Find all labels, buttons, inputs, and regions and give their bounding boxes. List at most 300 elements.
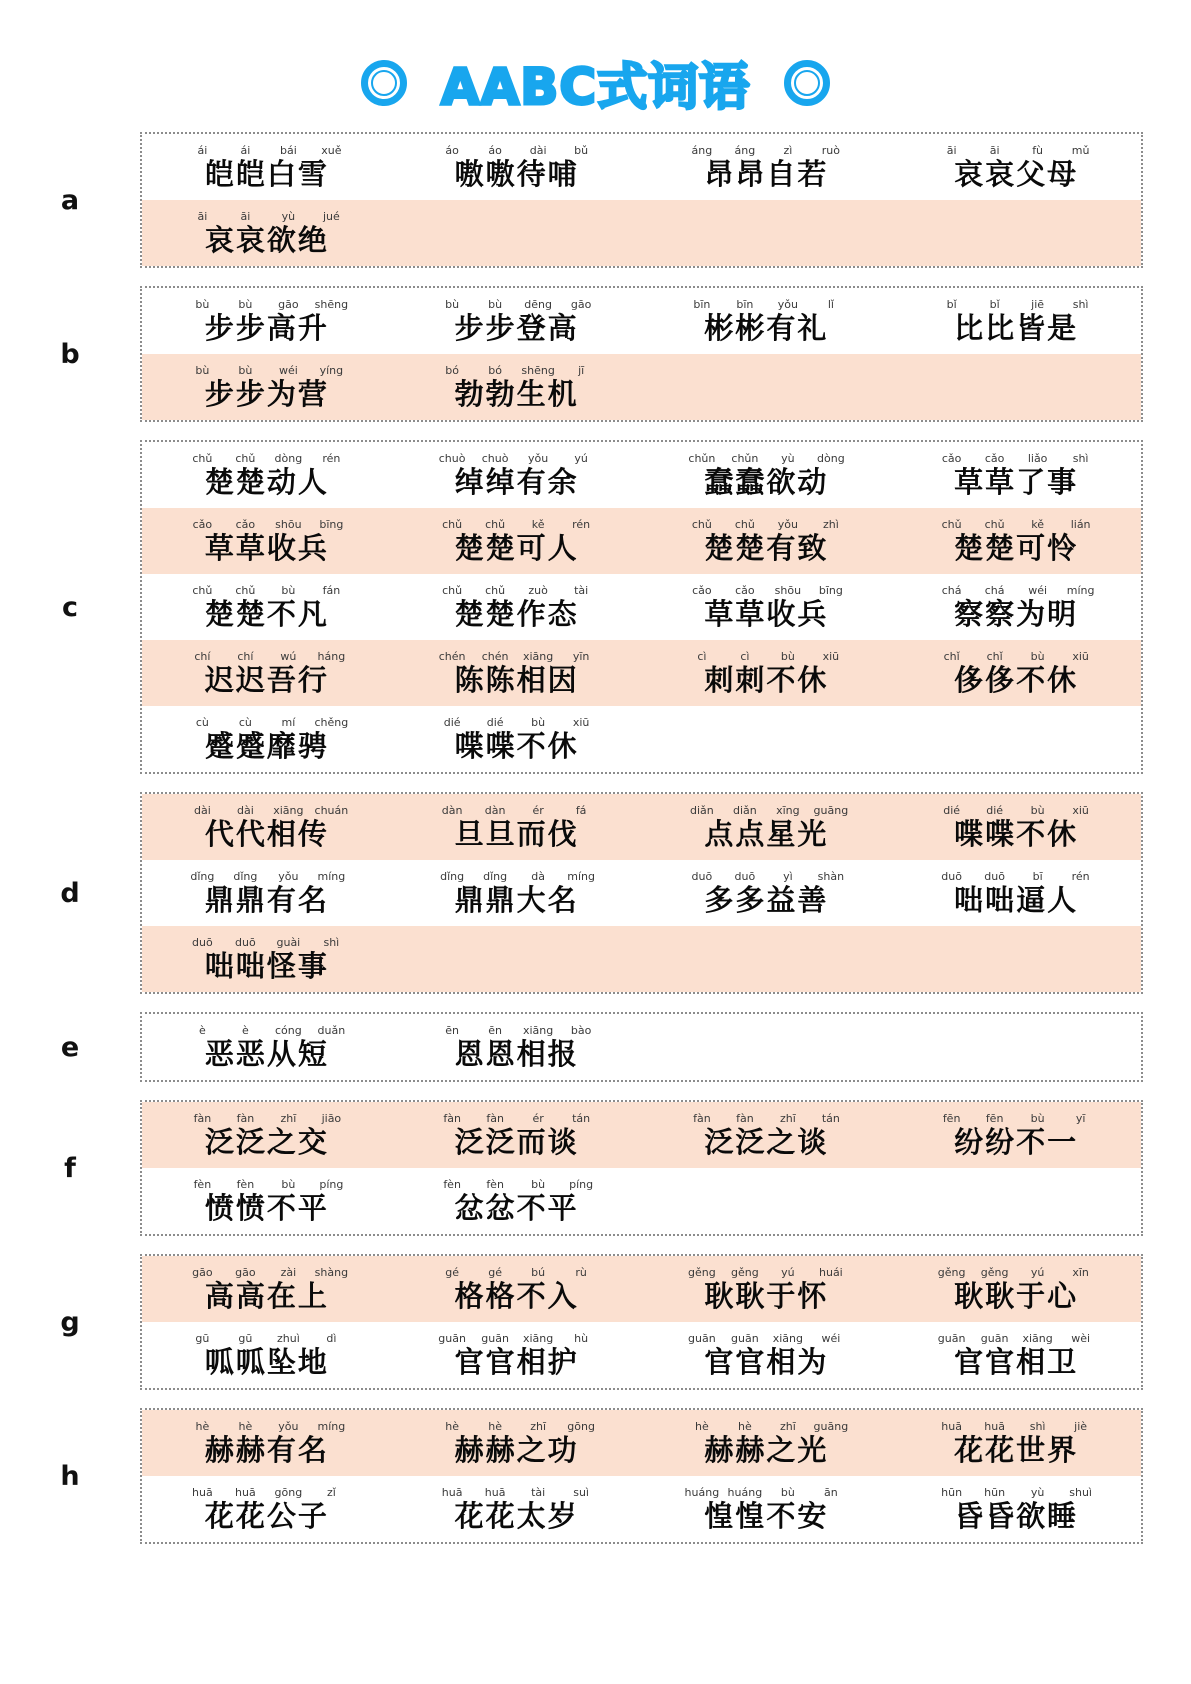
pinyin-syllable: mí <box>281 716 296 730</box>
idiom-cell <box>142 200 392 266</box>
pinyin-syllable: guān <box>980 1332 1009 1346</box>
pinyin-line <box>431 453 603 465</box>
pinyin-syllable: yǒu <box>777 518 798 532</box>
pinyin-syllable: tài <box>531 1486 546 1500</box>
section-box-e <box>140 1012 1143 1082</box>
pinyin-line <box>680 585 852 597</box>
pinyin-line <box>930 1267 1102 1279</box>
pinyin-syllable: yù <box>281 210 296 224</box>
pinyin-syllable: gū <box>195 1332 210 1346</box>
pinyin-syllable: rù <box>575 1266 587 1280</box>
pinyin-syllable: bù <box>281 584 296 598</box>
pinyin-syllable: bī <box>1032 870 1043 884</box>
section-g <box>0 1254 1191 1390</box>
pinyin-syllable: tán <box>572 1112 591 1126</box>
section-letter-b: b <box>60 338 80 370</box>
idiom-hanzi: 楚楚不凡 <box>204 597 329 632</box>
pinyin-syllable: jiē <box>1031 298 1045 312</box>
pinyin-syllable: xuě <box>321 144 342 158</box>
pinyin-syllable: xiāng <box>522 1332 554 1346</box>
pinyin-syllable: shōu <box>275 518 302 532</box>
pinyin-syllable: cì <box>740 650 750 664</box>
pinyin-syllable: ruò <box>821 144 840 158</box>
idiom-cell <box>142 1102 392 1168</box>
pinyin-syllable: dié <box>943 804 961 818</box>
pinyin-syllable: bù <box>488 298 503 312</box>
pinyin-syllable: rén <box>572 518 591 532</box>
pinyin-syllable: gāo <box>192 1266 213 1280</box>
section-box-g <box>140 1254 1143 1390</box>
pinyin-syllable: gōng <box>274 1486 303 1500</box>
pinyin-syllable: bīn <box>693 298 711 312</box>
pinyin-line <box>181 585 353 597</box>
pinyin-syllable: shēng <box>314 298 349 312</box>
pinyin-syllable: míng <box>1066 584 1095 598</box>
idiom-cell <box>392 442 642 508</box>
idiom-cell <box>392 1322 642 1388</box>
idiom-cell <box>891 442 1141 508</box>
idiom-cell <box>142 508 392 574</box>
idiom-row <box>142 1014 1141 1080</box>
pinyin-syllable: píng <box>319 1178 344 1192</box>
idiom-hanzi: 赫赫之光 <box>704 1433 829 1468</box>
pinyin-line <box>930 1333 1102 1345</box>
pinyin-syllable: shēng <box>521 364 555 378</box>
idiom-hanzi: 比比皆是 <box>954 311 1079 346</box>
pinyin-syllable: wéi <box>1028 584 1048 598</box>
section-b <box>0 286 1191 422</box>
pinyin-line <box>181 1267 353 1279</box>
pinyin-syllable: jué <box>322 210 340 224</box>
idiom-hanzi: 步步高升 <box>204 311 329 346</box>
pinyin-syllable: áng <box>734 144 756 158</box>
pinyin-syllable: yú <box>1030 1266 1045 1280</box>
section-box-d <box>140 792 1143 994</box>
idiom-row <box>142 860 1141 926</box>
pinyin-syllable: wéi <box>821 1332 841 1346</box>
idiom-hanzi: 咄咄怪事 <box>204 949 329 984</box>
pinyin-syllable: āi <box>197 210 208 224</box>
pinyin-syllable: huā <box>941 1420 962 1434</box>
idiom-cell <box>142 442 392 508</box>
idiom-cell <box>642 860 892 926</box>
pinyin-syllable: xīng <box>776 804 800 818</box>
pinyin-syllable: cǎo <box>692 584 712 598</box>
pinyin-line <box>431 1179 603 1191</box>
idiom-row <box>142 794 1141 860</box>
pinyin-syllable: xiū <box>1072 804 1089 818</box>
pinyin-syllable: kě <box>1031 518 1044 532</box>
idiom-cell <box>142 1168 392 1234</box>
idiom-hanzi: 昂昂自若 <box>704 157 829 192</box>
pinyin-syllable: áo <box>488 144 502 158</box>
pinyin-syllable: chǔ <box>442 584 463 598</box>
pinyin-syllable: zhì <box>822 518 839 532</box>
idiom-hanzi: 恶恶从短 <box>204 1037 329 1072</box>
idiom-cell <box>392 1168 642 1234</box>
pinyin-syllable: xiāng <box>522 1024 554 1038</box>
idiom-hanzi: 花花太岁 <box>454 1499 579 1534</box>
pinyin-syllable: cǎo <box>235 518 256 532</box>
pinyin-syllable: gōng <box>567 1420 595 1434</box>
circle-ring-icon-right <box>784 60 830 106</box>
pinyin-syllable: shì <box>1072 298 1089 312</box>
pinyin-line <box>930 145 1102 157</box>
pinyin-syllable: xiāng <box>522 650 554 664</box>
pinyin-syllable: chǔ <box>192 452 213 466</box>
idiom-hanzi: 陈陈相因 <box>454 663 579 698</box>
pinyin-syllable: guān <box>438 1332 466 1346</box>
pinyin-line <box>181 145 353 157</box>
pinyin-syllable: duō <box>941 870 962 884</box>
idiom-hanzi: 蹙蹙靡骋 <box>204 729 329 764</box>
pinyin-syllable: fēn <box>942 1112 961 1126</box>
pinyin-syllable: mǔ <box>1071 144 1090 158</box>
pinyin-syllable: ēn <box>488 1024 502 1038</box>
pinyin-syllable: zǐ <box>326 1486 336 1500</box>
idiom-hanzi: 绰绰有余 <box>454 465 579 500</box>
idiom-hanzi: 鼎鼎大名 <box>454 883 579 918</box>
pinyin-syllable: āi <box>240 210 251 224</box>
pinyin-line <box>181 937 353 949</box>
pinyin-syllable: shàn <box>817 870 845 884</box>
pinyin-line <box>181 211 353 223</box>
pinyin-syllable: bù <box>1030 650 1045 664</box>
pinyin-syllable: bǐ <box>946 298 957 312</box>
idiom-cell <box>642 442 892 508</box>
pinyin-syllable: gū <box>238 1332 253 1346</box>
pinyin-syllable: zhī <box>779 1420 796 1434</box>
pinyin-syllable: kě <box>531 518 545 532</box>
idiom-cell <box>142 1410 392 1476</box>
pinyin-syllable: tán <box>821 1112 840 1126</box>
idiom-cell <box>642 288 892 354</box>
pinyin-syllable: bù <box>238 298 253 312</box>
section-letter-h: h <box>60 1460 80 1492</box>
idiom-hanzi: 花花公子 <box>204 1499 329 1534</box>
pinyin-syllable: yù <box>781 452 795 466</box>
pinyin-line <box>431 1025 603 1037</box>
idiom-row <box>142 508 1141 574</box>
pinyin-syllable: bó <box>445 364 459 378</box>
idiom-cell <box>142 794 392 860</box>
pinyin-syllable: háng <box>317 650 346 664</box>
pinyin-syllable: dài <box>236 804 254 818</box>
pinyin-syllable: fàn <box>486 1112 504 1126</box>
idiom-hanzi: 多多益善 <box>704 883 829 918</box>
pinyin-line <box>930 651 1102 663</box>
pinyin-line <box>431 1333 603 1345</box>
idiom-hanzi: 纷纷不一 <box>954 1125 1079 1160</box>
pinyin-syllable: fèn <box>236 1178 255 1192</box>
pinyin-syllable: bù <box>780 650 795 664</box>
idiom-hanzi: 草草收兵 <box>704 597 829 632</box>
pinyin-syllable: bù <box>780 1486 795 1500</box>
pinyin-syllable: āi <box>989 144 1000 158</box>
pinyin-line <box>431 585 603 597</box>
pinyin-syllable: yǒu <box>528 452 549 466</box>
pinyin-syllable: rén <box>322 452 341 466</box>
idiom-cell <box>142 574 392 640</box>
idiom-cell <box>392 640 642 706</box>
pinyin-line <box>431 1421 603 1433</box>
pinyin-syllable: chuò <box>481 452 509 466</box>
pinyin-syllable: bīng <box>319 518 344 532</box>
idiom-cell <box>642 574 892 640</box>
pinyin-line <box>680 1113 852 1125</box>
pinyin-syllable: guāng <box>813 1420 849 1434</box>
idiom-cell <box>392 1014 642 1080</box>
pinyin-syllable: chuán <box>314 804 349 818</box>
idiom-hanzi: 楚楚有致 <box>704 531 829 566</box>
pinyin-line <box>680 1267 852 1279</box>
idiom-hanzi: 察察为明 <box>954 597 1079 632</box>
pinyin-line <box>930 871 1102 883</box>
idiom-cell <box>142 860 392 926</box>
pinyin-syllable: shì <box>1029 1420 1046 1434</box>
idiom-cell <box>392 354 642 420</box>
pinyin-line <box>930 1487 1102 1499</box>
pinyin-syllable: huā <box>484 1486 506 1500</box>
idiom-cell <box>142 1322 392 1388</box>
pinyin-syllable: fán <box>322 584 341 598</box>
pinyin-syllable: huái <box>819 1266 843 1280</box>
pinyin-syllable: shì <box>323 936 340 950</box>
idiom-cell <box>891 134 1141 200</box>
pinyin-syllable: bù <box>238 364 253 378</box>
idiom-cell <box>891 640 1141 706</box>
idiom-cell <box>142 640 392 706</box>
pinyin-syllable: chǔ <box>442 518 463 532</box>
pinyin-syllable: chǔ <box>485 584 506 598</box>
pinyin-syllable: huáng <box>684 1486 720 1500</box>
pinyin-syllable: chá <box>941 584 962 598</box>
idiom-hanzi: 侈侈不休 <box>954 663 1079 698</box>
idiom-row <box>142 442 1141 508</box>
idiom-row <box>142 134 1141 200</box>
pinyin-syllable: hè <box>238 1420 253 1434</box>
pinyin-syllable: gěng <box>937 1266 966 1280</box>
pinyin-syllable: gé <box>488 1266 502 1280</box>
pinyin-line <box>181 871 353 883</box>
pinyin-syllable: dàn <box>441 804 463 818</box>
pinyin-syllable: jiāo <box>321 1112 342 1126</box>
pinyin-syllable: gāo <box>570 298 592 312</box>
section-letter-f: f <box>64 1152 76 1184</box>
idiom-sections <box>0 132 1191 1544</box>
idiom-hanzi: 昏昏欲睡 <box>954 1499 1079 1534</box>
idiom-hanzi: 旦旦而伐 <box>454 817 579 852</box>
pinyin-syllable: shàng <box>314 1266 349 1280</box>
pinyin-syllable: bù <box>1030 1112 1045 1126</box>
pinyin-line <box>930 1113 1102 1125</box>
idiom-row <box>142 706 1141 772</box>
pinyin-syllable: gěng <box>731 1266 759 1280</box>
pinyin-syllable: guān <box>481 1332 509 1346</box>
idiom-cell <box>142 1476 392 1542</box>
pinyin-syllable: fèn <box>443 1178 461 1192</box>
pinyin-syllable: hè <box>488 1420 502 1434</box>
pinyin-syllable: è <box>198 1024 206 1038</box>
pinyin-syllable: hè <box>195 1420 210 1434</box>
idiom-hanzi: 忿忿不平 <box>454 1191 579 1226</box>
idiom-hanzi: 勃勃生机 <box>454 377 579 412</box>
pinyin-line <box>181 805 353 817</box>
idiom-hanzi: 泛泛而谈 <box>454 1125 579 1160</box>
pinyin-syllable: wèi <box>1071 1332 1091 1346</box>
idiom-hanzi: 恩恩相报 <box>454 1037 579 1072</box>
pinyin-syllable: tài <box>574 584 589 598</box>
idiom-cell <box>891 1102 1141 1168</box>
pinyin-syllable: bù <box>281 1178 296 1192</box>
pinyin-syllable: xiāng <box>273 804 304 818</box>
pinyin-syllable: hè <box>695 1420 709 1434</box>
pinyin-syllable: huā <box>235 1486 256 1500</box>
pinyin-syllable: duǎn <box>317 1024 346 1038</box>
pinyin-syllable: fàn <box>193 1112 212 1126</box>
pinyin-syllable: ān <box>824 1486 838 1500</box>
section-e <box>0 1012 1191 1082</box>
idiom-cell <box>142 1014 392 1080</box>
pinyin-syllable: xiū <box>1072 650 1089 664</box>
pinyin-syllable: ái <box>197 144 208 158</box>
idiom-hanzi: 官官相卫 <box>954 1345 1079 1380</box>
pinyin-line <box>181 1421 353 1433</box>
section-h <box>0 1408 1191 1544</box>
pinyin-syllable: bù <box>531 716 546 730</box>
idiom-cell <box>891 288 1141 354</box>
pinyin-syllable: bīn <box>736 298 754 312</box>
pinyin-syllable: jī <box>578 364 585 378</box>
pinyin-syllable: fàn <box>736 1112 754 1126</box>
pinyin-line <box>930 453 1102 465</box>
idiom-cell <box>392 1476 642 1542</box>
idiom-cell <box>642 1256 892 1322</box>
pinyin-syllable: huā <box>192 1486 213 1500</box>
pinyin-line <box>680 1421 852 1433</box>
pinyin-syllable: yíng <box>319 364 344 378</box>
pinyin-syllable: bù <box>195 364 210 378</box>
idiom-hanzi: 愤愤不平 <box>204 1191 329 1226</box>
pinyin-syllable: chí <box>194 650 211 664</box>
pinyin-syllable: fàn <box>693 1112 711 1126</box>
pinyin-syllable: dǐng <box>233 870 258 884</box>
pinyin-syllable: bù <box>531 1178 546 1192</box>
pinyin-syllable: cóng <box>275 1024 302 1038</box>
idiom-hanzi: 楚楚可怜 <box>954 531 1079 566</box>
pinyin-syllable: dǐng <box>440 870 465 884</box>
pinyin-syllable: duō <box>734 870 756 884</box>
pinyin-syllable: guài <box>276 936 301 950</box>
pinyin-syllable: cǎo <box>735 584 755 598</box>
pinyin-line <box>431 519 603 531</box>
pinyin-syllable: míng <box>567 870 595 884</box>
pinyin-syllable: yǒu <box>278 1420 299 1434</box>
pinyin-syllable: yīn <box>572 650 590 664</box>
pinyin-syllable: dòng <box>274 452 303 466</box>
pinyin-syllable: cì <box>697 650 707 664</box>
pinyin-syllable: chěng <box>314 716 349 730</box>
pinyin-syllable: chǔn <box>688 452 716 466</box>
pinyin-syllable: yú <box>574 452 588 466</box>
pinyin-line <box>431 1487 603 1499</box>
idiom-hanzi: 哀哀欲绝 <box>204 223 329 258</box>
pinyin-syllable: chǔ <box>984 518 1005 532</box>
pinyin-syllable: zuò <box>528 584 548 598</box>
pinyin-line <box>431 805 603 817</box>
idiom-row <box>142 1102 1141 1168</box>
pinyin-syllable: bú <box>531 1266 546 1280</box>
pinyin-syllable: gěng <box>688 1266 716 1280</box>
idiom-hanzi: 代代相传 <box>204 817 329 852</box>
idiom-hanzi: 高高在上 <box>204 1279 329 1314</box>
pinyin-line <box>181 365 353 377</box>
pinyin-syllable: huáng <box>727 1486 763 1500</box>
pinyin-syllable: duō <box>192 936 213 950</box>
pinyin-line <box>680 651 852 663</box>
pinyin-syllable: dì <box>326 1332 337 1346</box>
idiom-hanzi: 步步为营 <box>204 377 329 412</box>
pinyin-syllable: yú <box>781 1266 795 1280</box>
idiom-row <box>142 574 1141 640</box>
section-a <box>0 132 1191 268</box>
pinyin-syllable: fá <box>575 804 587 818</box>
pinyin-syllable: yǒu <box>278 870 299 884</box>
pinyin-line <box>680 871 852 883</box>
pinyin-syllable: zì <box>783 144 793 158</box>
idiom-cell <box>392 860 642 926</box>
pinyin-syllable: ēn <box>445 1024 459 1038</box>
idiom-hanzi: 咄咄逼人 <box>954 883 1079 918</box>
section-letter-a: a <box>60 184 80 216</box>
pinyin-syllable: diǎn <box>689 804 714 818</box>
idiom-cell <box>891 508 1141 574</box>
idiom-hanzi: 步步登高 <box>454 311 579 346</box>
pinyin-syllable: xiū <box>572 716 590 730</box>
section-letter-e: e <box>60 1031 80 1063</box>
pinyin-line <box>181 299 353 311</box>
pinyin-syllable: chén <box>481 650 509 664</box>
pinyin-syllable: dié <box>443 716 461 730</box>
pinyin-syllable: cǎo <box>192 518 213 532</box>
pinyin-syllable: guān <box>937 1332 966 1346</box>
idiom-hanzi: 喋喋不休 <box>954 817 1079 852</box>
pinyin-syllable: píng <box>569 1178 594 1192</box>
pinyin-syllable: dòng <box>817 452 845 466</box>
idiom-row <box>142 354 1141 420</box>
pinyin-line <box>181 1487 353 1499</box>
pinyin-syllable: dǐng <box>483 870 508 884</box>
pinyin-syllable: diǎn <box>732 804 757 818</box>
pinyin-syllable: míng <box>317 1420 346 1434</box>
idiom-cell <box>642 134 892 200</box>
idiom-cell <box>392 794 642 860</box>
idiom-row <box>142 288 1141 354</box>
idiom-cell <box>392 1410 642 1476</box>
idiom-hanzi: 泛泛之谈 <box>704 1125 829 1160</box>
pinyin-syllable: chén <box>438 650 466 664</box>
pinyin-line <box>680 1333 852 1345</box>
pinyin-syllable: xiāng <box>1022 1332 1053 1346</box>
pinyin-syllable: wéi <box>278 364 298 378</box>
pinyin-syllable: áng <box>691 144 713 158</box>
pinyin-syllable: hè <box>445 1420 459 1434</box>
pinyin-syllable: bīng <box>818 584 843 598</box>
idiom-hanzi: 草草了事 <box>954 465 1079 500</box>
idiom-cell <box>392 574 642 640</box>
section-box-h <box>140 1408 1143 1544</box>
idiom-cell <box>891 1322 1141 1388</box>
